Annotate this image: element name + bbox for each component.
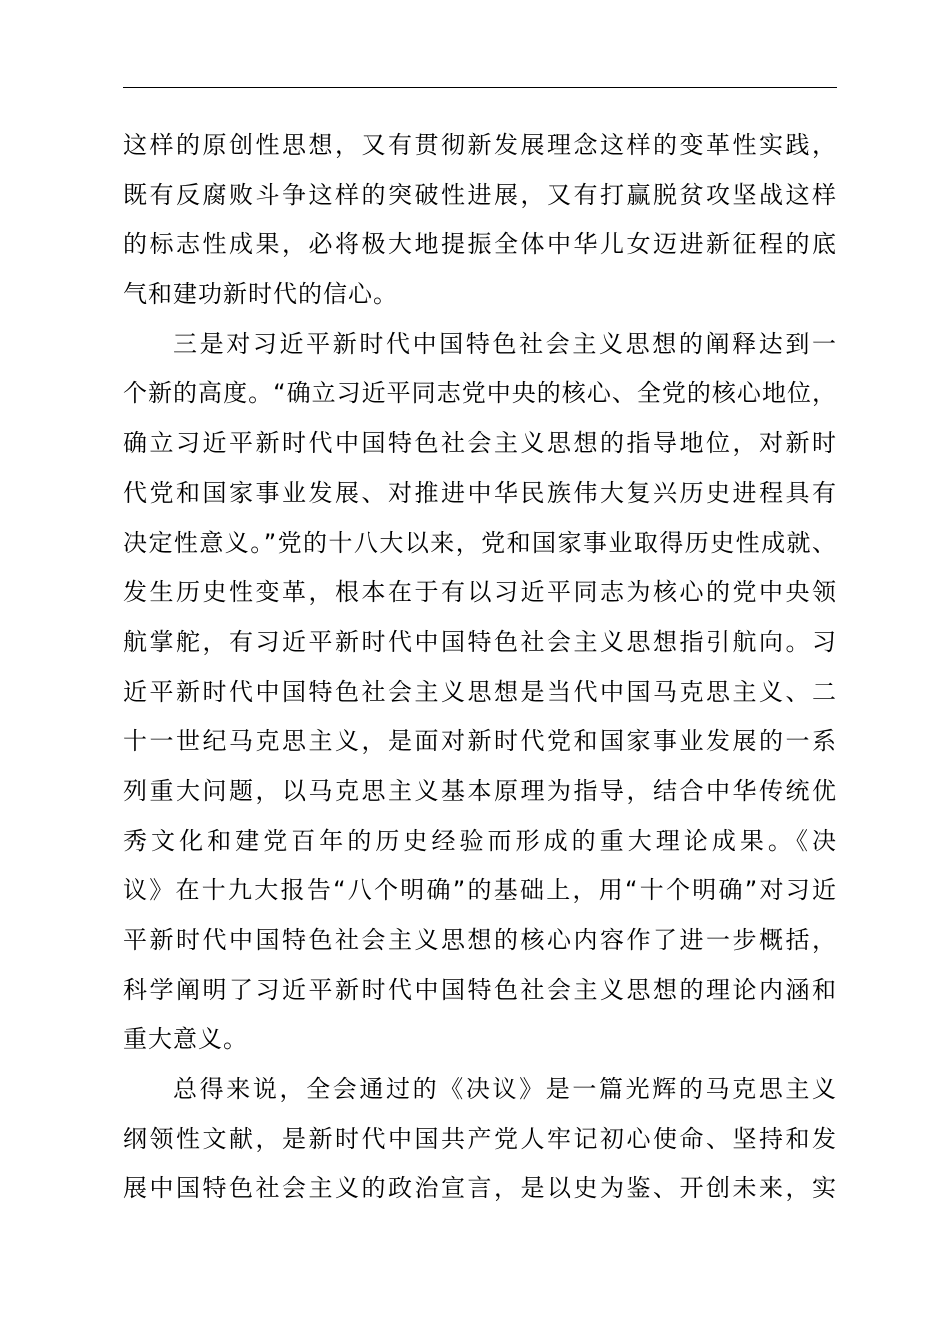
text-line: 议》在十九大报告“八个明确”的基础上，用“十个明确”对习近 xyxy=(123,876,837,905)
text-line: 发生历史性变革，根本在于有以习近平同志为核心的党中央领 xyxy=(123,578,837,607)
text-line: 航掌舵，有习近平新时代中国特色社会主义思想指引航向。习 xyxy=(123,627,837,656)
text-line: 决定性意义。”党的十八大以来，党和国家事业取得历史性成就、 xyxy=(123,528,837,557)
document-body xyxy=(123,121,837,1214)
text-line: 纲领性文献，是新时代中国共产党人牢记初心使命、坚持和发 xyxy=(123,1124,837,1153)
paragraph xyxy=(123,1065,837,1214)
text-line: 十一世纪马克思主义，是面对新时代党和国家事业发展的一系 xyxy=(123,727,837,756)
text-line: 个新的高度。“确立习近平同志党中央的核心、全党的核心地位， xyxy=(123,379,837,408)
text-line: 秀文化和建党百年的历史经验而形成的重大理论成果。《决 xyxy=(123,826,837,855)
paragraph xyxy=(123,121,837,320)
text-line: 既有反腐败斗争这样的突破性进展，又有打赢脱贫攻坚战这样 xyxy=(123,180,837,209)
text-line: 列重大问题，以马克思主义基本原理为指导，结合中华传统优 xyxy=(123,776,837,805)
text-line: 三是对习近平新时代中国特色社会主义思想的阐释达到一 xyxy=(173,329,837,358)
text-line: 总得来说，全会通过的《决议》是一篇光辉的马克思主义 xyxy=(173,1075,837,1104)
text-line: 近平新时代中国特色社会主义思想是当代中国马克思主义、二 xyxy=(123,677,837,706)
text-line: 确立习近平新时代中国特色社会主义思想的指导地位，对新时 xyxy=(123,429,837,458)
text-line: 的标志性成果，必将极大地提振全体中华儿女迈进新征程的底 xyxy=(123,230,837,259)
text-line: 这样的原创性思想，又有贯彻新发展理念这样的变革性实践， xyxy=(123,131,837,159)
header-rule xyxy=(123,87,837,88)
text-line: 展中国特色社会主义的政治宣言，是以史为鉴、开创未来，实 xyxy=(123,1174,837,1203)
text-line: 代党和国家事业发展、对推进中华民族伟大复兴历史进程具有 xyxy=(123,478,837,507)
text-line: 科学阐明了习近平新时代中国特色社会主义思想的理论内涵和 xyxy=(123,975,837,1004)
text-line: 平新时代中国特色社会主义思想的核心内容作了进一步概括， xyxy=(123,926,837,954)
text-line: 气和建功新时代的信心。 xyxy=(123,280,398,309)
paragraph xyxy=(123,320,837,1065)
text-line: 重大意义。 xyxy=(123,1025,248,1054)
